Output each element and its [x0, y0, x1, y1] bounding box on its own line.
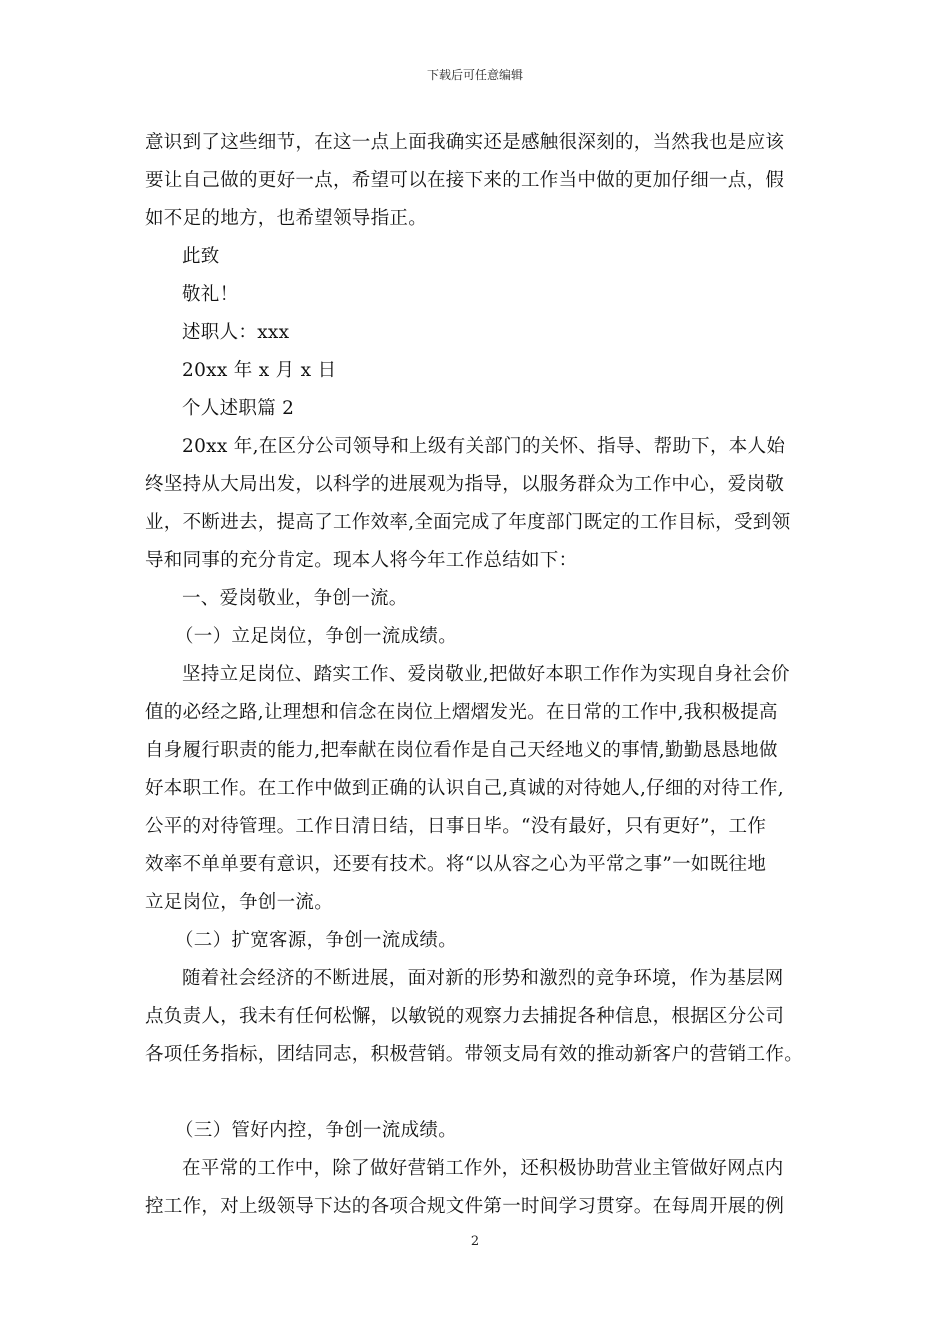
date-line: 20xx 年 x 月 x 日: [182, 360, 337, 381]
paragraph-line: 随着社会经济的不断进展，面对新的形势和激烈的竞争环境，作为基层网: [182, 968, 784, 989]
heading-level-2: （一）立足岗位，争创一流成绩。: [175, 626, 458, 647]
paragraph-line: 公平的对待管理。工作日清日结，日事日毕。“没有最好，只有更好”，工作: [145, 816, 767, 837]
signature-line: 述职人：xxx: [182, 322, 290, 343]
paragraph-line: 各项任务指标，团结同志，积极营销。带领支局有效的推动新客户的营销工作。: [145, 1044, 804, 1065]
heading-level-2: （三）管好内控，争创一流成绩。: [175, 1120, 458, 1141]
closing-regards: 敬礼！: [182, 284, 239, 305]
page-number: 2: [470, 1234, 480, 1249]
page-header: 下载后可任意编辑: [426, 68, 523, 82]
paragraph-line: 好本职工作。在工作中做到正确的认识自己,真诚的对待她人,仔细的对待工作,: [145, 778, 784, 799]
paragraph-line: 效率不单单要有意识，还要有技术。将“以从容之心为平常之事”一如既往地: [145, 854, 767, 875]
paragraph-line: 坚持立足岗位、踏实工作、爱岗敬业,把做好本职工作作为实现自身社会价: [182, 664, 790, 685]
paragraph-line: 20xx 年,在区分公司领导和上级有关部门的关怀、指导、帮助下，本人始: [182, 436, 786, 457]
blank-line: [145, 1074, 825, 1112]
section-title: 个人述职篇 2: [182, 398, 295, 419]
paragraph-line: 值的必经之路,让理想和信念在岗位上熠熠发光。在日常的工作中,我积极提高: [145, 702, 778, 723]
paragraph-line: 要让自己做的更好一点，希望可以在接下来的工作当中做的更加仔细一点，假: [145, 170, 785, 191]
heading-level-2: （二）扩宽客源，争创一流成绩。: [175, 930, 458, 951]
paragraph-line: 意识到了这些细节，在这一点上面我确实还是感触很深刻的，当然我也是应该: [145, 132, 785, 153]
heading-level-1: 一、爱岗敬业，争创一流。: [182, 588, 408, 609]
paragraph-line: 导和同事的充分肯定。现本人将今年工作总结如下：: [145, 550, 578, 571]
document-body: [145, 124, 825, 1226]
paragraph-line: 点负责人，我未有任何松懈，以敏锐的观察力去捕捉各种信息，根据区分公司: [145, 1006, 785, 1027]
paragraph-line: 终坚持从大局出发，以科学的进展观为指导，以服务群众为工作中心，爱岗敬: [145, 474, 785, 495]
paragraph-line: 立足岗位，争创一流。: [145, 892, 334, 913]
paragraph-line: 控工作，对上级领导下达的各项合规文件第一时间学习贯穿。在每周开展的例: [145, 1196, 785, 1217]
paragraph-line: 业，不断进去，提高了工作效率,全面完成了年度部门既定的工作目标，受到领: [145, 512, 791, 533]
paragraph-line: 在平常的工作中，除了做好营销工作外，还积极协助营业主管做好网点内: [182, 1158, 784, 1179]
paragraph-line: 如不足的地方，也希望领导指正。: [145, 208, 428, 229]
paragraph-line: 自身履行职责的能力,把奉献在岗位看作是自己天经地义的事情,勤勤恳恳地做: [145, 740, 778, 761]
closing-salutation: 此致: [182, 246, 220, 267]
